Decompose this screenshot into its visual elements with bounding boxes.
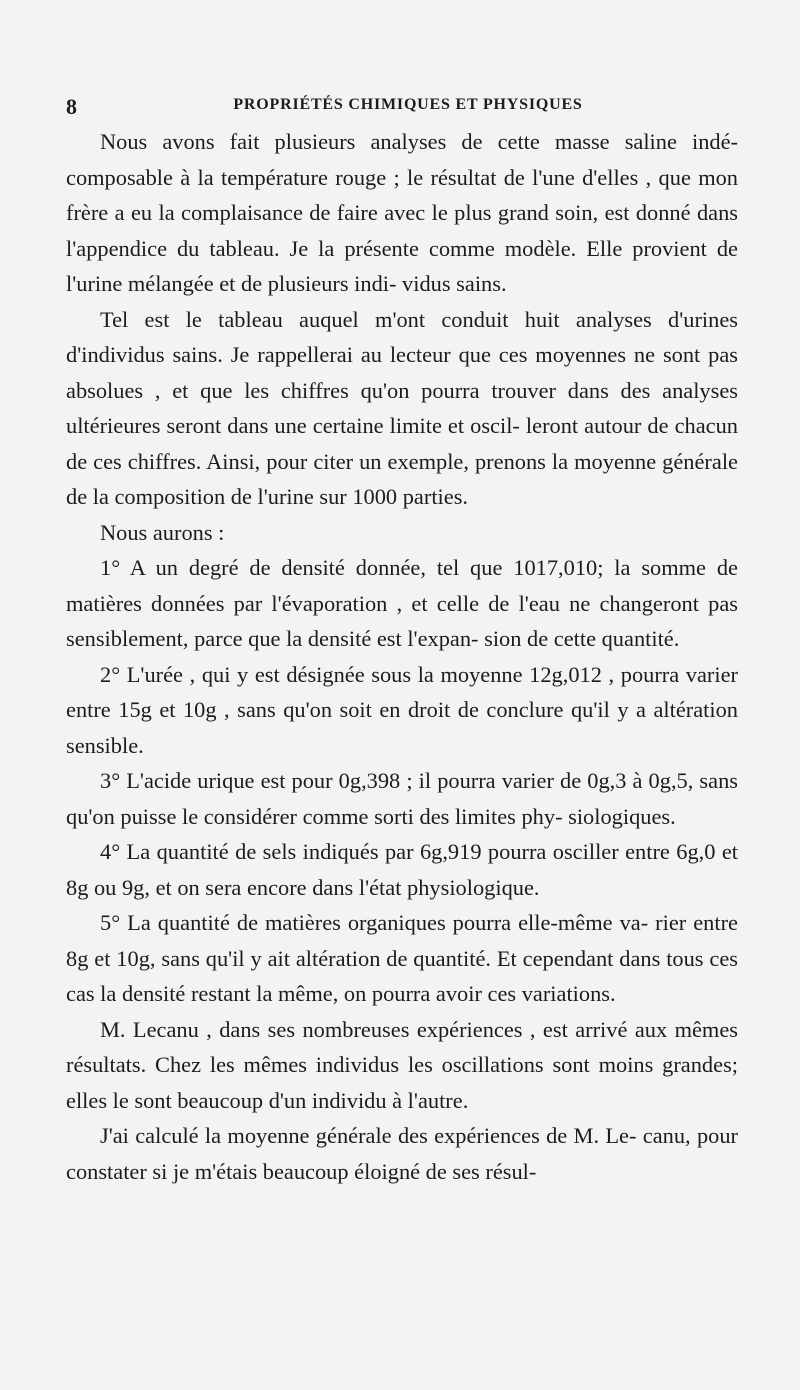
paragraph-7: 4° La quantité de sels indiqués par 6g,919 pourra osciller entre 6g,0 et 8g ou 9g, et on sera encore dans l'état physiologique.: [66, 839, 738, 900]
running-title: PROPRIÉTÉS CHIMIQUES ET PHYSIQUES: [233, 96, 583, 113]
paragraph-9: M. Lecanu , dans ses nombreuses expériences , est arrivé aux mêmes résultats. Chez les mêmes individus les oscillations sont moins grandes; elles le sont beaucoup d'un individu à l'autre.: [66, 1016, 738, 1113]
paragraph-3: Nous aurons :: [100, 519, 225, 545]
running-head: [66, 96, 738, 118]
body-text: [66, 124, 738, 1189]
paragraph-6: 3° L'acide urique est pour 0g,398 ; il pourra varier de 0g,3 à 0g,5, sans qu'on puisse le considérer comme sorti des limites phy- siologiques.: [66, 768, 738, 829]
page-number: 8: [66, 94, 77, 119]
paragraph-1: Nous avons fait plusieurs analyses de cette masse saline indé- composable à la température rouge ; le résultat de l'une d'elles , que mon frère a eu la complaisance de faire avec le plus grand soin, est donné dans l'appendice du tableau. Je la présente comme modèle. Elle provient de l'urine mélangée et de plusieurs indi- vidus sains.: [66, 129, 738, 296]
paragraph-2: Tel est le tableau auquel m'ont conduit huit analyses d'urines d'individus sains. Je rappellerai au lecteur que ces moyennes ne sont pas absolues , et que les chiffres qu'on pourra trouver dans des analyses ultérieures seront dans une certaine limite et oscil- leront autour de chacun de ces chiffres. Ainsi, pour citer un exemple, prenons la moyenne générale de la composition de l'urine sur 1000 parties.: [66, 306, 738, 509]
paragraph-5: 2° L'urée , qui y est désignée sous la moyenne 12g,012 , pourra varier entre 15g et 10g , sans qu'on soit en droit de conclure qu'il y a altération sensible.: [66, 661, 738, 758]
paragraph-8: 5° La quantité de matières organiques pourra elle-même va- rier entre 8g et 10g, sans qu'il y ait altération de quantité. Et cependant dans tous ces cas la densité restant la même, on pourra avoir ces variations.: [66, 910, 738, 1006]
paragraph-10: J'ai calculé la moyenne générale des expériences de M. Le- canu, pour constater si je m'étais beaucoup éloigné de ses résul-: [66, 1123, 738, 1184]
paragraph-4: 1° A un degré de densité donnée, tel que 1017,010; la somme de matières données par l'évaporation , et celle de l'eau ne changeront pas sensiblement, parce que la densité est l'expan- sion de cette quantité.: [66, 555, 738, 651]
